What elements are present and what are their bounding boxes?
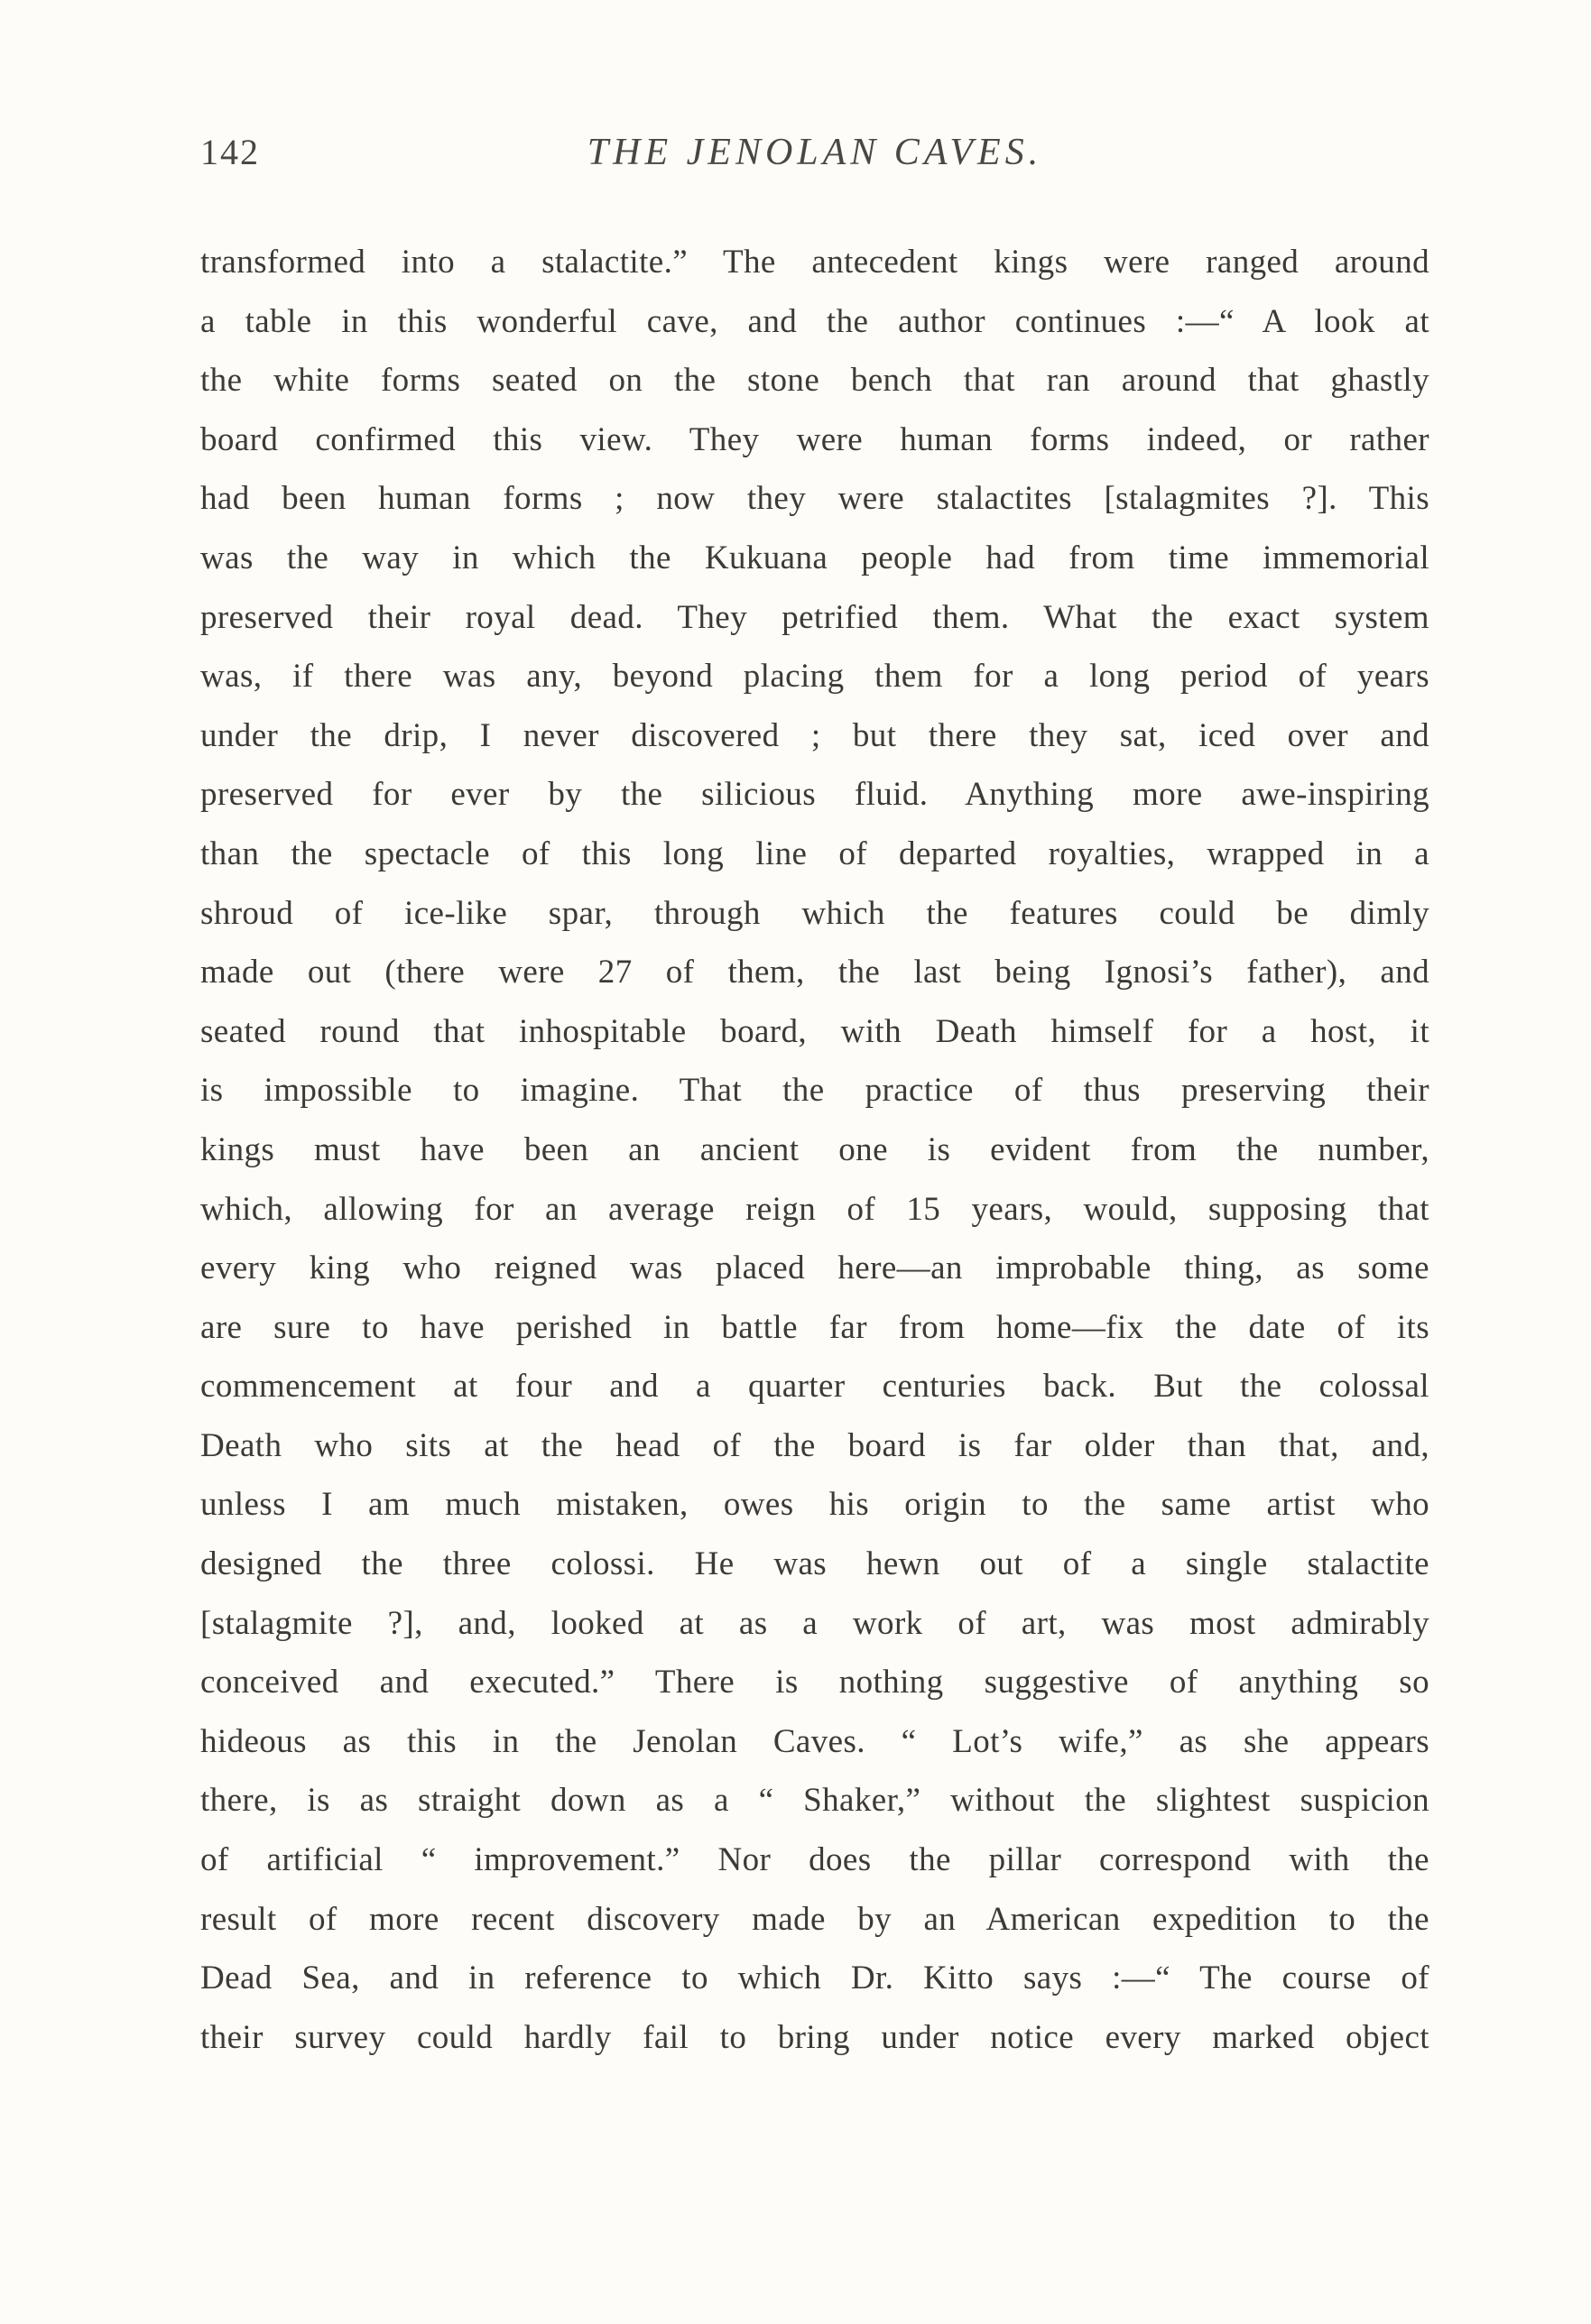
text-line: a table in this wonderful cave, and the author continues :—“ A look at [200,302,1429,340]
text-line: than the spectacle of this long line of departed royalties, wrapped in a [200,835,1429,872]
text-line: unless I am much mistaken, owes his origin to the same artist who [200,1486,1429,1524]
text-line: conceived and executed.” There is nothing suggestive of anything so [200,1664,1429,1702]
text-line: every king who reigned was placed here—an improbable thing, as some [200,1250,1429,1287]
text-line: transformed into a stalactite.” The antecedent kings were ranged around [200,244,1429,281]
text-line: preserved for ever by the silicious fluid. Anything more awe-inspiring [200,776,1429,814]
text-line: Death who sits at the head of the board is far older than that, and, [200,1426,1429,1464]
text-line: is impossible to imagine. That the practice of thus preserving their [200,1072,1429,1110]
page-header [200,131,1429,185]
text-line: which, allowing for an average reign of 15 years, would, supposing that [200,1190,1429,1228]
running-title: THE JENOLAN CAVES. [587,132,1043,173]
text-line: had been human forms ; now they were stalactites [stalagmites ?]. This [200,480,1429,518]
text-line: made out (there were 27 of them, the last being Ignosi’s father), and [200,954,1429,991]
text-line: commencement at four and a quarter centuries back. But the colossal [200,1368,1429,1406]
text-line: the white forms seated on the stone bench that ran around that ghastly [200,362,1429,400]
page-number: 142 [200,132,260,172]
text-line: was, if there was any, beyond placing them for a long period of years [200,658,1429,696]
text-line: are sure to have perished in battle far from home—fix the date of its [200,1308,1429,1346]
text-line: board confirmed this view. They were human forms indeed, or rather [200,420,1429,458]
text-line: designed the three colossi. He was hewn out of a single stalactite [200,1545,1429,1583]
text-line: Dead Sea, and in reference to which Dr. Kitto says :—“ The course of [200,1960,1429,1997]
text-line: kings must have been an ancient one is evident from the number, [200,1130,1429,1168]
text-line: [stalagmite ?], and, looked at as a work of art, was most admirably [200,1604,1429,1642]
text-line: preserved their royal dead. They petrified them. What the exact system [200,598,1429,636]
body-text [200,233,1429,2067]
text-line: hideous as this in the Jenolan Caves. “ Lot’s wife,” as she appears [200,1722,1429,1760]
text-line: there, is as straight down as a “ Shaker,” without the slightest suspicion [200,1782,1429,1820]
text-line: their survey could hardly fail to bring under notice every marked object [200,2018,1429,2056]
text-line: of artificial “ improvement.” Nor does the pillar correspond with the [200,1841,1429,1879]
text-line: result of more recent discovery made by an American expedition to the [200,1900,1429,1938]
text-line: under the drip, I never discovered ; but there they sat, iced over and [200,716,1429,754]
text-line: seated round that inhospitable board, with Death himself for a host, it [200,1012,1429,1050]
text-line: shroud of ice-like spar, through which the features could be dimly [200,894,1429,932]
text-line: was the way in which the Kukuana people had from time immemorial [200,539,1429,576]
